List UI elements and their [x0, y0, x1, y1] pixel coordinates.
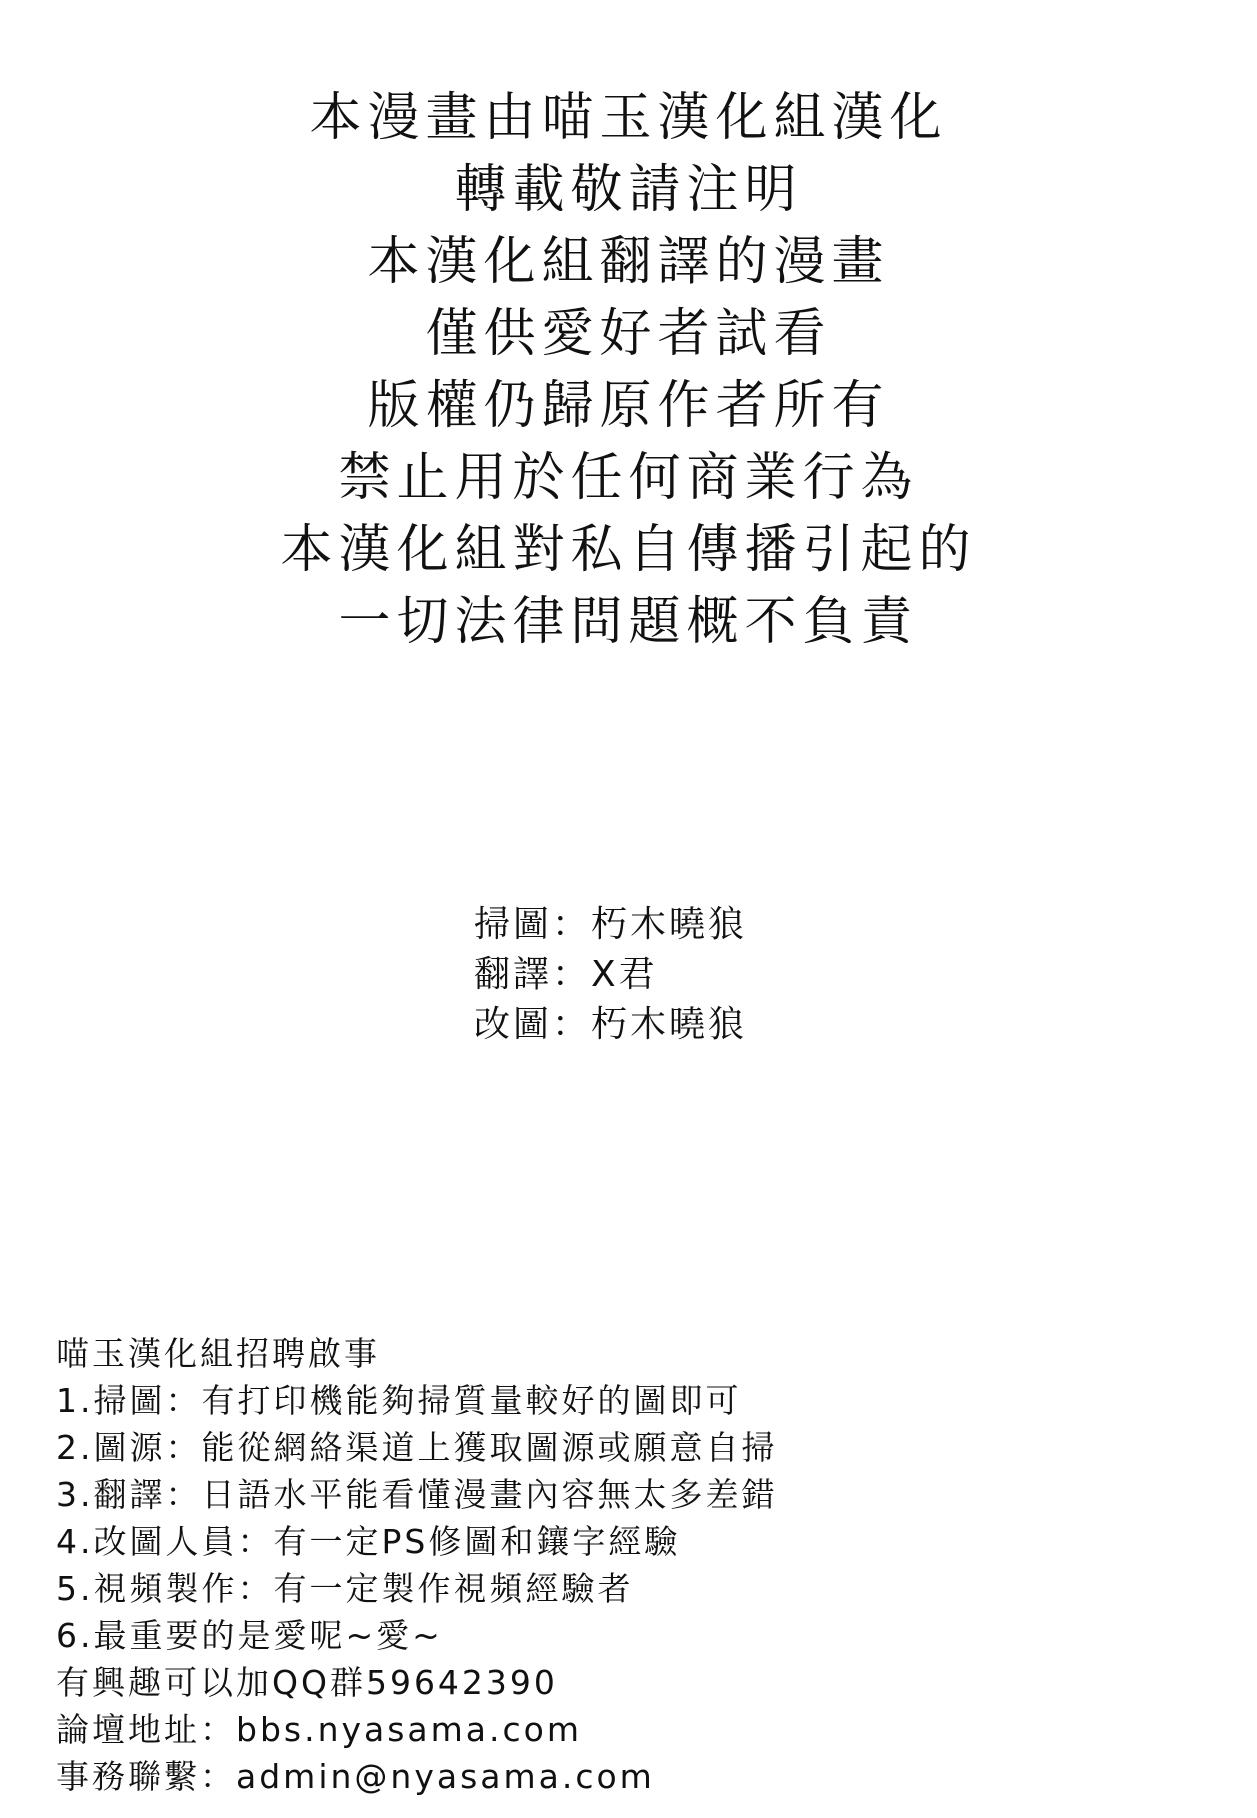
notice-line: 本漢化組對私自傳播引起的	[280, 520, 977, 580]
staff-credits	[474, 900, 974, 1050]
recruitment-notice	[56, 1330, 1206, 1800]
notice-line: 本漢化組翻譯的漫畫	[367, 232, 890, 292]
credit-edit: 改圖：朽木曉狼	[474, 1004, 748, 1045]
recruit-item-love: 6.最重要的是愛呢~愛~	[56, 1616, 443, 1655]
notice-line: 一切法律問題概不負責	[338, 592, 919, 652]
recruit-forum-address: 論壇地址：bbs.nyasama.com	[56, 1710, 582, 1749]
recruit-item-source: 2.圖源：能從網絡渠道上獲取圖源或願意自掃	[56, 1428, 778, 1467]
recruit-item-scan: 1.掃圖：有打印機能夠掃質量較好的圖即可	[56, 1381, 742, 1420]
notice-line: 轉載敬請注明	[454, 160, 803, 220]
credit-scan: 掃圖：朽木曉狼	[474, 904, 748, 945]
recruit-contact-email: 事務聯繫：admin@nyasama.com	[56, 1757, 655, 1796]
recruit-qq-group: 有興趣可以加QQ群59642390	[56, 1663, 558, 1702]
recruit-item-translation: 3.翻譯：日語水平能看懂漫畫內容無太多差錯	[56, 1475, 778, 1514]
recruit-heading: 喵玉漢化組招聘啟事	[56, 1334, 380, 1373]
notice-line: 僅供愛好者試看	[425, 304, 832, 364]
notice-line: 本漫畫由喵玉漢化組漢化	[309, 88, 948, 148]
notice-line: 版權仍歸原作者所有	[367, 376, 890, 436]
disclaimer-notice	[0, 82, 1257, 658]
notice-line: 禁止用於任何商業行為	[338, 448, 919, 508]
credit-translation: 翻譯：X君	[474, 954, 658, 995]
recruit-item-edit: 4.改圖人員：有一定PS修圖和鑲字經驗	[56, 1522, 681, 1561]
recruit-item-video: 5.視頻製作：有一定製作視頻經驗者	[56, 1569, 634, 1608]
